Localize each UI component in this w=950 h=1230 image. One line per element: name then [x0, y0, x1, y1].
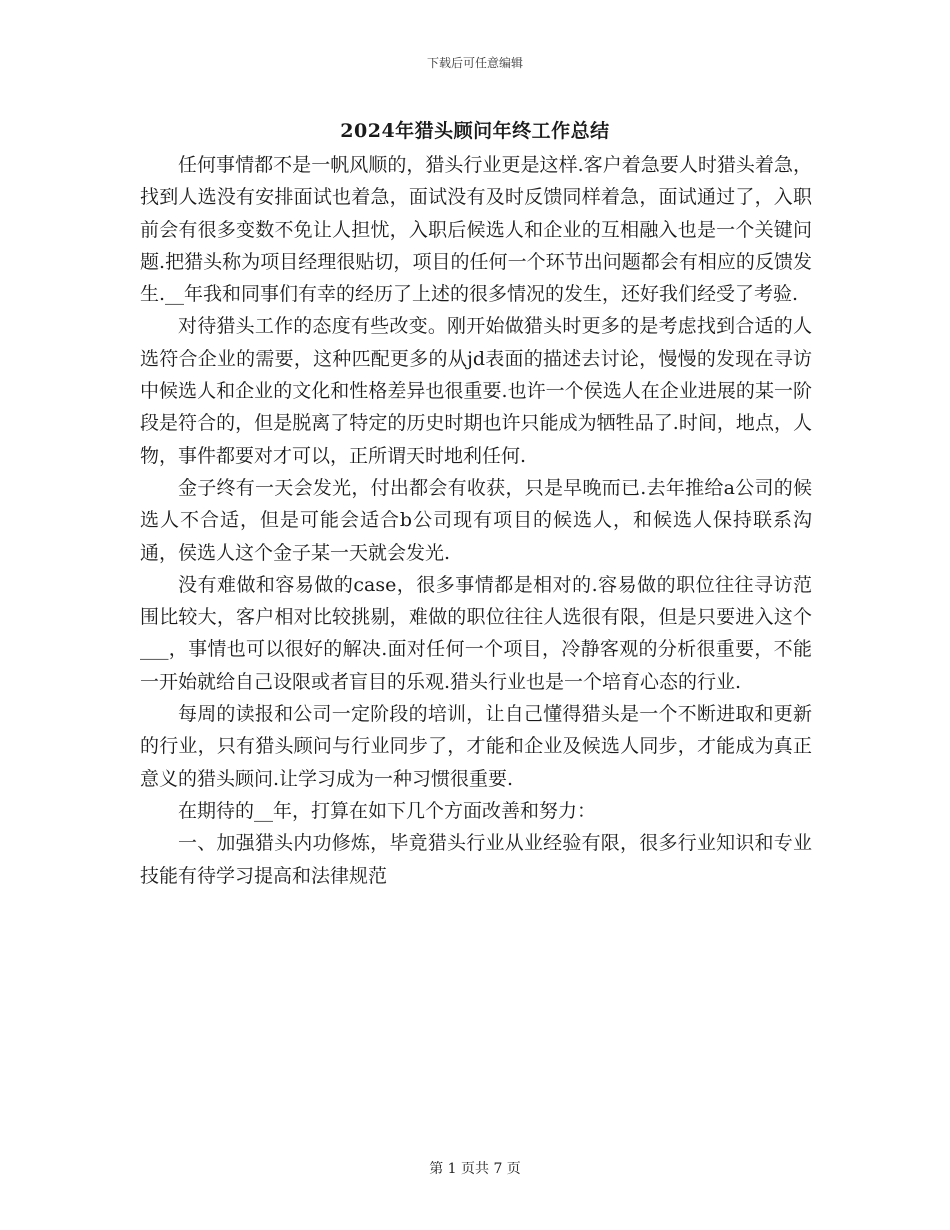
document-body [140, 149, 812, 892]
page-number: 第 1 页共 7 页 [429, 1161, 521, 1177]
header-note: 下载后可任意编辑 [426, 56, 523, 70]
paragraph: 金子终有一天会发光，付出都会有收获，只是早晚而已.去年推给a公司的候选人不合适，但是可能会适合b公司现有项目的候选人，和候选人保持联系沟通，侯选人这个金子某一天就会发光. [140, 476, 812, 564]
paragraph: 一、加强猎头内功修炼，毕竟猎头行业从业经验有限，很多行业知识和专业技能有待学习提高和法律规范 [140, 832, 812, 887]
document-title: 2024年猎头顾问年终工作总结 [340, 120, 610, 142]
paragraph: 每周的读报和公司一定阶段的培训，让自己懂得猎头是一个不断进取和更新的行业，只有猎头顾问与行业同步了，才能和企业及候选人同步，才能成为真正意义的猎头顾问.让学习成为一种习惯很重要. [140, 703, 812, 790]
paragraph: 对待猎头工作的态度有些改变。刚开始做猎头时更多的是考虑找到合适的人选符合企业的需要，这种匹配更多的从jd表面的描述去讨论，慢慢的发现在寻访中候选人和企业的文化和性格差异也很重要.也许一个侯选人在企业进展的某一阶段是符合的，但是脱离了特定的历史时期也许只能成为牺牲品了.时间，地点，人物，事件都要对才可以，正所谓天时地利任何. [140, 315, 812, 467]
paragraph: 在期待的__年，打算在如下几个方面改善和努力： [178, 799, 597, 822]
paragraph: 任何事情都不是一帆风顺的，猎头行业更是这样.客户着急要人时猎头着急，找到人选没有安排面试也着急，面试没有及时反馈同样着急，面试通过了，入职前会有很多变数不免让人担忧，入职后候选人和企业的互相融入也是一个关键问题.把猎头称为项目经理很贴切，项目的任何一个环节出问题都会有相应的反馈发生.__年我和同事们有幸的经历了上述的很多情况的发生，还好我们经受了考验. [140, 154, 812, 306]
paragraph: 没有难做和容易做的case，很多事情都是相对的.容易做的职位往往寻访范围比较大，客户相对比较挑剔，难做的职位往往人选很有限，但是只要进入这个___，事情也可以很好的解决.面对任何一个项目，冷静客观的分析很重要，不能一开始就给自己设限或者盲目的乐观.猎头行业也是一个培育心态的行业. [140, 573, 812, 693]
